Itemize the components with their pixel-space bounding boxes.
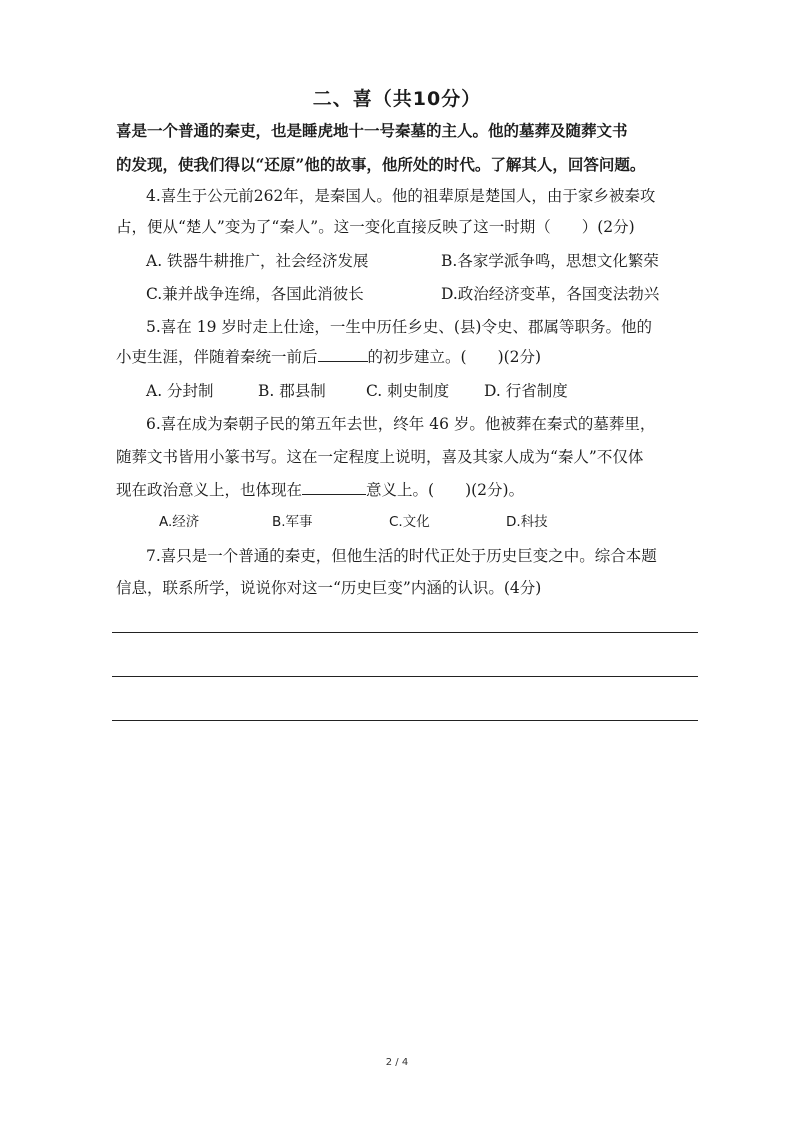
q7-line-2: 信息，联系所学，说说你对这一“历史巨变”内涵的认识。(4分) [116,579,542,597]
q5-option-d: D. 行省制度 [484,382,568,400]
q6-blank [302,480,366,495]
q6-line-3-pre: 现在政治意义上，也体现在 [116,481,303,499]
q4-line-2: 占，便从“楚人”变为了“秦人”。这一变化直接反映了这一时期（ ）(2分) [116,218,635,236]
q6-line-1: 6.喜在成为秦朝子民的第五年去世，终年 46 岁。他被葬在秦式的墓葬里， [146,415,656,433]
q5-blank [318,347,368,362]
q5-option-c: C. 刺史制度 [366,382,450,400]
q4-option-b: B.各家学派争鸣，思想文化繁荣 [441,252,659,270]
answer-line-3[interactable] [112,720,698,721]
q5-line-2 [116,346,541,368]
q6-option-c: C.文化 [389,514,430,530]
answer-line-1[interactable] [112,632,698,633]
q6-line-3 [116,479,524,501]
q6-option-a: A.经济 [159,514,200,530]
q7-line-1: 7.喜只是一个普通的秦吏，但他生活的时代正处于历史巨变之中。综合本题 [146,547,657,565]
q5-line-2-pre: 小吏生涯，伴随着秦统一前后 [116,348,318,366]
intro-line-2: 的发现，使我们得以“还原”他的故事，他所处的时代。了解其人，回答问题。 [116,155,646,174]
intro-line-1: 喜是一个普通的秦吏，也是睡虎地十一号秦墓的主人。他的墓葬及随葬文书 [116,121,628,140]
q6-line-3-post: 意义上。( )(2分)。 [366,481,525,499]
q6-option-b: B.军事 [272,514,313,530]
section-title: 二、喜（共10分） [312,88,482,110]
q5-line-1: 5.喜在 19 岁时走上仕途，一生中历任乡史、(县)令史、郡属等职务。他的 [146,318,652,336]
q5-line-2-post: 的初步建立。( )(2分) [367,348,542,366]
q4-option-a: A. 铁器牛耕推广，社会经济发展 [146,252,369,270]
page-number: 2 / 4 [385,1057,409,1068]
q4-option-c: C.兼并战争连绵，各国此消彼长 [146,285,364,303]
q5-option-b: B. 郡县制 [258,382,326,400]
q5-option-a: A. 分封制 [146,382,214,400]
q4-line-1: 4.喜生于公元前262年，是秦国人。他的祖辈原是楚国人，由于家乡被秦攻 [146,187,656,205]
q6-option-d: D.科技 [506,514,548,530]
answer-line-2[interactable] [112,676,698,677]
q4-option-d: D.政治经济变革，各国变法勃兴 [441,285,660,303]
q6-line-2: 随葬文书皆用小篆书写。这在一定程度上说明，喜及其家人成为“秦人”不仅体 [116,448,644,466]
